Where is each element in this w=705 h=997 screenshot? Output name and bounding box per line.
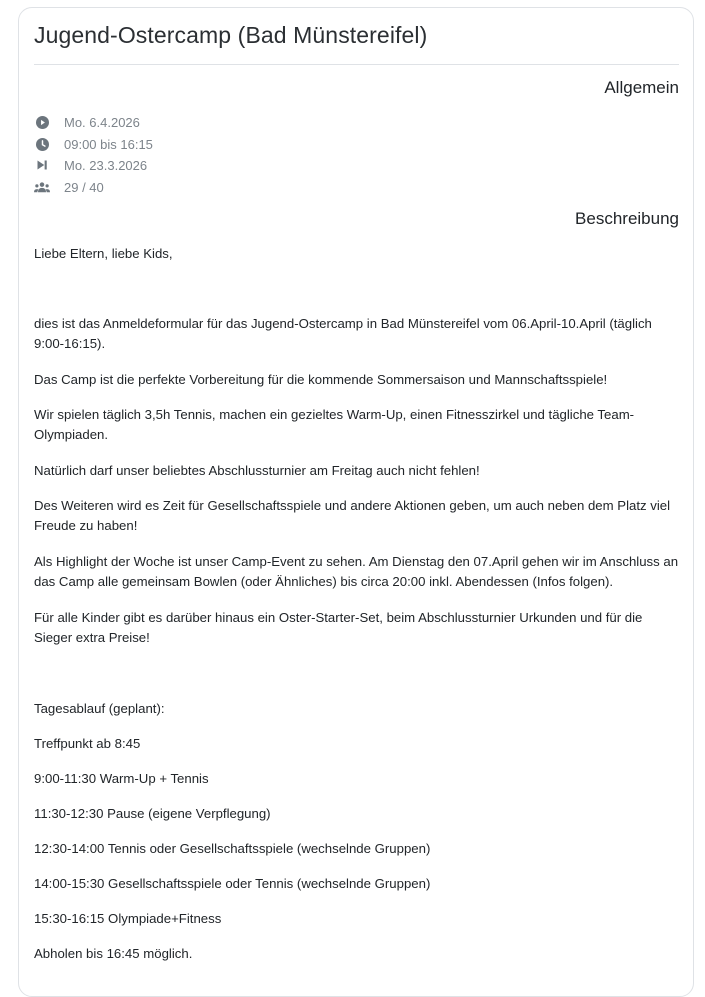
event-card (18, 7, 694, 997)
description-paragraph: Des Weiteren wird es Zeit für Gesellschaftsspiele und andere Aktionen geben, um auch neben dem Platz viel Freude zu haben! (34, 498, 671, 533)
section-heading-beschreibung: Beschreibung (575, 209, 679, 228)
section-heading-allgemein: Allgemein (604, 78, 679, 97)
description-paragraph: Als Highlight der Woche ist unser Camp-Event zu sehen. Am Dienstag den 07.April gehen wir im Anschluss an das Camp alle gemeinsam Bowlen (oder Ähnliches) bis circa 20:00 inkl. Abendessen (Infos folgen). (34, 554, 679, 589)
description-paragraph: Liebe Eltern, liebe Kids, (34, 246, 173, 261)
skip-forward-icon (34, 157, 50, 173)
participants-row (34, 177, 104, 197)
schedule-item: 14:00-15:30 Gesellschaftsspiele oder Tennis (wechselnde Gruppen) (34, 876, 431, 891)
schedule-heading: Tagesablauf (geplant): (34, 701, 165, 716)
description-paragraph: Natürlich darf unser beliebtes Abschlussturnier am Freitag auch nicht fehlen! (34, 463, 480, 478)
deadline-value: Mo. 23.3.2026 (64, 157, 148, 173)
clock-icon (34, 136, 50, 152)
description-paragraph: Für alle Kinder gibt es darüber hinaus ein Oster-Starter-Set, beim Abschlussturnier Urkunden und für die Sieger extra Preise! (34, 610, 643, 645)
description-paragraph: Wir spielen täglich 3,5h Tennis, machen ein gezieltes Warm-Up, einen Fitnesszirkel und tägliche Team-Olympiaden. (34, 407, 635, 442)
schedule-item: 9:00-11:30 Warm-Up + Tennis (34, 771, 209, 786)
users-icon (34, 179, 50, 195)
description-paragraph: Das Camp ist die perfekte Vorbereitung für die kommende Sommersaison und Mannschaftsspiele! (34, 372, 608, 387)
schedule-item: 15:30-16:15 Olympiade+Fitness (34, 911, 222, 926)
schedule-item: Abholen bis 16:45 möglich. (34, 946, 193, 961)
participants-value: 29 / 40 (64, 179, 104, 195)
description-paragraph: dies ist das Anmeldeformular für das Jugend-Ostercamp in Bad Münstereifel vom 06.April-10.April (täglich 9:00-16:15). (34, 316, 652, 351)
time-value: 09:00 bis 16:15 (64, 136, 153, 152)
time-row (34, 134, 153, 154)
start-date-value: Mo. 6.4.2026 (64, 114, 140, 130)
schedule-item: Treffpunkt ab 8:45 (34, 736, 141, 751)
deadline-row (34, 155, 147, 175)
start-date-row (34, 112, 140, 132)
play-circle-icon (34, 114, 50, 130)
schedule-item: 11:30-12:30 Pause (eigene Verpflegung) (34, 806, 271, 821)
schedule-item: 12:30-14:00 Tennis oder Gesellschaftsspiele (wechselnde Gruppen) (34, 841, 431, 856)
title-divider (34, 64, 679, 65)
page-title: Jugend-Ostercamp (Bad Münstereifel) (34, 22, 428, 48)
